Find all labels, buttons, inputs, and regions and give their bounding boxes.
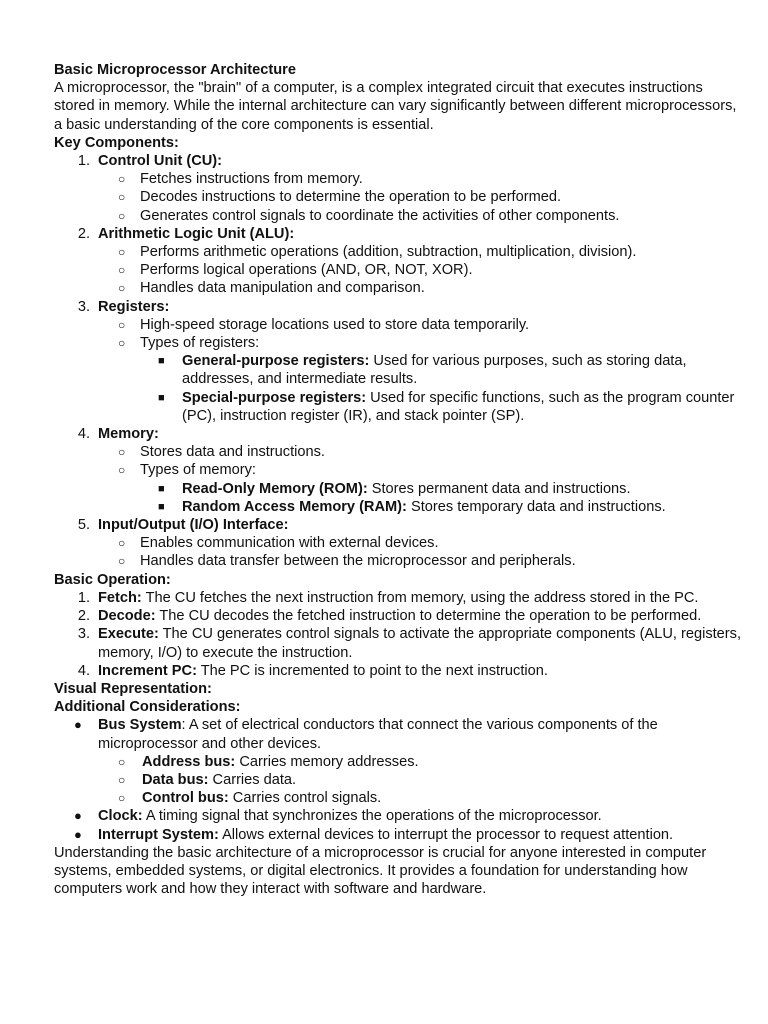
list-item: ● Interrupt System: Allows external devices to interrupt the processor to request attention. [74,826,674,843]
basic-operation-list [54,589,744,680]
component-item [54,225,744,298]
list-item: ○ Fetches instructions from memory. [118,171,363,188]
list-item: ■ Read-Only Memory (ROM): Stores permanent data and instructions. [158,480,631,497]
key-components-heading: Key Components: [54,134,179,151]
circle-bullet-icon: ○ [118,554,126,569]
list-item: ○ Generates control signals to coordinate the activities of other components. [118,207,620,224]
circle-bullet-icon: ○ [118,317,126,332]
list-number: 1. [77,153,90,170]
list-item: ○ Handles data manipulation and comparison. [118,280,425,297]
component-item [54,425,744,516]
component-title: Memory: [98,426,159,443]
circle-bullet-icon: ○ [118,208,126,223]
register-types-list [140,352,744,425]
list-number: 4. [77,426,90,443]
square-bullet-icon: ■ [158,355,165,368]
basic-operation-heading: Basic Operation: [54,571,171,588]
list-item: ○ Handles data transfer between the microprocessor and peripherals. [118,553,576,570]
component-points [98,534,744,570]
list-item: ■ General-purpose registers: Used for various purposes, such as storing data, addresses, and intermediate results. [158,353,687,388]
key-components-list [54,152,744,571]
list-number: 3. [77,298,90,315]
dot-bullet-icon: ● [74,808,82,824]
list-number: 5. [77,517,90,534]
conclusion-paragraph: Understanding the basic architecture of a microprocessor is crucial for anyone interested in computer systems, embedded systems, or digital electronics. It provides a foundation for understanding how computers work and how they interact with software and hardware. [54,844,707,898]
list-item: ○ Stores data and instructions. [118,444,325,461]
component-title: Arithmetic Logic Unit (ALU): [98,225,295,242]
component-item [54,152,744,225]
circle-bullet-icon: ○ [118,281,126,296]
component-title: Registers: [98,298,170,315]
component-item [54,298,744,425]
circle-bullet-icon: ○ [118,754,126,769]
circle-bullet-icon: ○ [118,791,126,806]
list-item: ○ Control bus: Carries control signals. [118,790,382,807]
list-item: ○ Decodes instructions to determine the operation to be performed. [118,189,562,206]
list-item: ○ Address bus: Carries memory addresses. [118,753,419,770]
circle-bullet-icon: ○ [118,445,126,460]
list-item: ○ High-speed storage locations used to store data temporarily. [118,316,530,333]
dot-bullet-icon: ● [74,717,82,733]
list-item: ■ Special-purpose registers: Used for specific functions, such as the program counter (PC), instruction register (IR), and stack pointer (SP). [158,389,735,424]
circle-bullet-icon: ○ [118,172,126,187]
circle-bullet-icon: ○ [118,463,126,478]
circle-bullet-icon: ○ [118,772,126,787]
operation-step: 4. Increment PC: The PC is incremented to point to the next instruction. [54,662,744,680]
list-item: ○ Types of registers: ■ General-purpose registers: Used for various purposes, such as storing data, addresses, and intermediate results. ■ Special-purpose registers: Used for specific functions, such as the program counter (PC), instruction register (IR), and stack pointer (SP). [98,334,744,425]
component-points [98,443,744,516]
bus-types-list [98,753,744,808]
list-number: 3. [77,626,90,643]
circle-bullet-icon: ○ [118,536,126,551]
list-number: 2. [77,608,90,625]
list-item: ○ Types of memory: ■ Read-Only Memory (ROM): Stores permanent data and instructions. ■ Random Access Memory (RAM): Stores temporary data and instructions. [98,461,744,516]
component-item [54,516,744,571]
list-item: ● Clock: A timing signal that synchronizes the operations of the microprocessor. [74,808,602,825]
operation-step: 1. Fetch: The CU fetches the next instruction from memory, using the address stored in the PC. [54,589,744,607]
operation-step: 2. Decode: The CU decodes the fetched instruction to determine the operation to be performed. [54,607,744,625]
list-number: 2. [77,225,90,242]
component-points [98,243,744,298]
component-title: Input/Output (I/O) Interface: [98,517,289,534]
list-item: ○ Performs logical operations (AND, OR, NOT, XOR). [118,262,473,279]
square-bullet-icon: ■ [158,500,165,513]
component-title: Control Unit (CU): [98,153,223,170]
memory-types-list [140,480,744,516]
list-number: 4. [77,662,90,679]
square-bullet-icon: ■ [158,391,165,404]
list-item: ○ Enables communication with external devices. [118,535,439,552]
list-item: ○ Performs arithmetic operations (addition, subtraction, multiplication, division). [118,244,637,261]
square-bullet-icon: ■ [158,482,165,495]
component-points [98,316,744,425]
circle-bullet-icon: ○ [118,336,126,351]
dot-bullet-icon: ● [74,826,82,842]
circle-bullet-icon: ○ [118,263,126,278]
intro-paragraph: A microprocessor, the "brain" of a computer, is a complex integrated circuit that executes instructions stored in memory. While the internal architecture can vary significantly between different microprocessors, a basic understanding of the core components is essential. [54,80,737,133]
additional-considerations-list [54,716,744,843]
operation-step: 3. Execute: The CU generates control signals to activate the appropriate components (ALU, registers, memory, I/O) to execute the instruction. [54,625,744,661]
additional-considerations-heading: Additional Considerations: [54,699,241,716]
component-points [98,170,744,225]
list-item: ● Bus System: A set of electrical conductors that connect the various components of the microprocessor and other devices. ○ Address bus: Carries memory addresses. ○ Data bus: Carries data. ○ Control bus: Carries control signals. [54,716,744,807]
list-item: ■ Random Access Memory (RAM): Stores temporary data and instructions. [158,498,666,515]
document-title: Basic Microprocessor Architecture [54,62,296,78]
list-item: ○ Data bus: Carries data. [118,771,297,788]
circle-bullet-icon: ○ [118,245,126,260]
document-body [54,61,744,898]
visual-representation-heading: Visual Representation: [54,680,212,697]
circle-bullet-icon: ○ [118,190,126,205]
list-number: 1. [77,589,90,606]
